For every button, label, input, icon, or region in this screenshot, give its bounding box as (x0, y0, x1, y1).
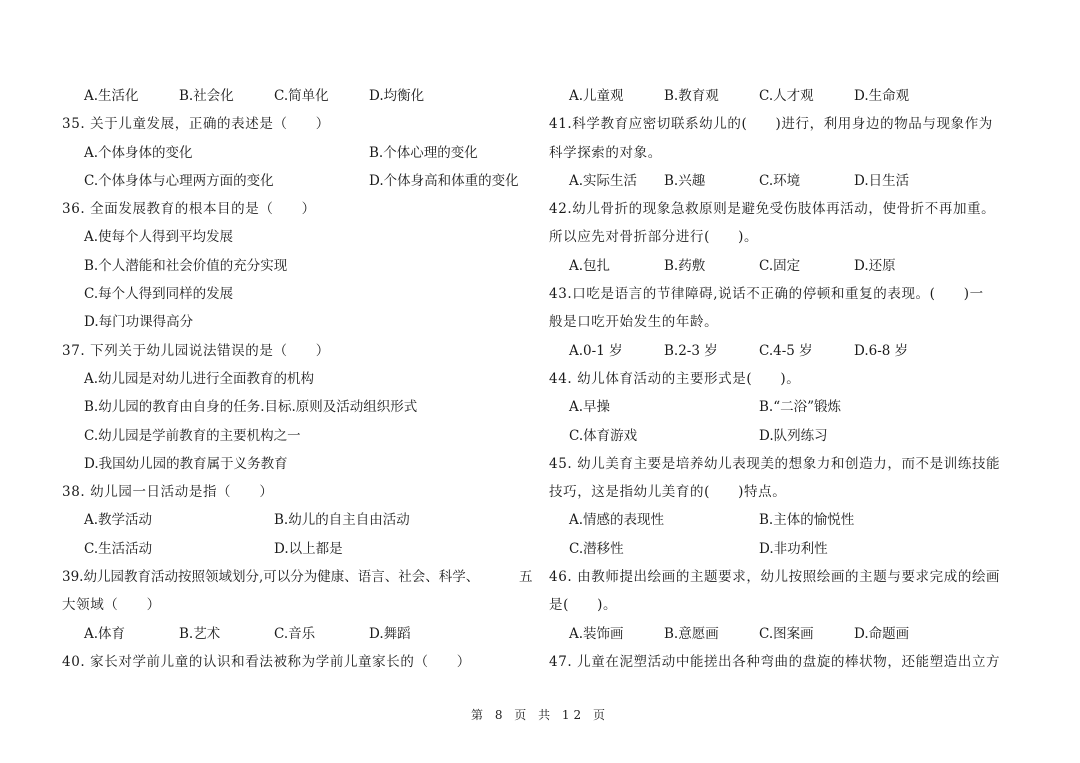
question-45-line1: 45. 幼儿美育主要是培养幼儿表现美的想象力和创造力，而不是训练技能 (549, 455, 1001, 472)
q39-option-b: B.艺术 (179, 625, 221, 642)
question-41-line1: 41.科学教育应密切联系幼儿的( )进行，利用身边的物品与现象作为 (549, 116, 993, 133)
q40-options (549, 82, 1019, 110)
q42-option-d: D.还原 (854, 257, 896, 274)
question-42-line1: 42.幼儿骨折的现象急救原则是避免受伤肢体再活动，使骨折不再加重。 (549, 201, 996, 218)
q45-options-row1 (549, 506, 1019, 534)
question-38: 38. 幼儿园一日活动是指（ ） (62, 484, 274, 501)
question-43-line1: 43.口吃是语言的节律障碍,说话不正确的停顿和重复的表现。( )一 (549, 286, 984, 303)
question-42-line2: 所以应先对骨折部分进行( )。 (549, 229, 759, 246)
q43-option-a: A.0-1 岁 (569, 342, 623, 359)
q36-option-b: B.个人潜能和社会价值的充分实现 (84, 257, 288, 274)
question-43-line2: 般是口吃开始发生的年龄。 (549, 314, 719, 331)
q40-option-b: B.教育观 (664, 88, 719, 104)
question-39-line2: 大领域（ ） (62, 597, 161, 614)
q36-option-c: C.每个人得到同样的发展 (84, 286, 234, 303)
left-column (62, 82, 532, 676)
q46-options (549, 620, 1019, 648)
q34-option-b: B.社会化 (179, 88, 234, 104)
q39-option-c: C.音乐 (274, 625, 316, 642)
q42-option-b: B.药敷 (664, 257, 706, 274)
q45-options-row2 (549, 535, 1019, 563)
q38-option-a: A.教学活动 (84, 512, 153, 529)
q46-option-d: D.命题画 (854, 625, 910, 642)
q35-option-d: D.个体身高和体重的变化 (369, 172, 519, 189)
q40-option-d: D.生命观 (854, 88, 910, 104)
question-39-five: 五 (519, 569, 533, 586)
q44-option-a: A.早操 (569, 399, 611, 416)
q37-option-b: B.幼儿园的教育由自身的任务.目标.原则及活动组织形式 (84, 399, 418, 416)
page-footer: 第 8 页 共 12 页 (471, 708, 609, 722)
q38-option-d: D.以上都是 (274, 540, 343, 557)
q46-option-a: A.装饰画 (569, 625, 624, 642)
q44-options-row2 (549, 422, 1019, 450)
q45-option-d: D.非功利性 (759, 540, 828, 557)
q41-option-a: A.实际生活 (569, 172, 638, 189)
q43-option-c: C.4-5 岁 (759, 342, 813, 359)
q35-option-b: B.个体心理的变化 (369, 144, 478, 161)
q44-option-c: C.体育游戏 (569, 427, 638, 444)
q42-option-a: A.包扎 (569, 257, 611, 274)
question-39-line1 (62, 563, 532, 591)
q43-option-d: D.6-8 岁 (854, 342, 909, 359)
q41-option-c: C.环境 (759, 172, 801, 189)
question-41-line2: 科学探索的对象。 (549, 144, 662, 161)
q43-options (549, 337, 1019, 365)
question-35: 35. 关于儿童发展，正确的表述是（ ） (62, 116, 330, 133)
q45-option-c: C.潜移性 (569, 540, 624, 557)
question-37: 37. 下列关于幼儿园说法错误的是（ ） (62, 342, 330, 359)
question-40: 40. 家长对学前儿童的认识和看法被称为学前儿童家长的（ ） (62, 653, 471, 670)
q35-options-row2 (62, 167, 532, 195)
q44-option-d: D.队列练习 (759, 427, 828, 444)
question-47: 47. 儿童在泥塑活动中能搓出各种弯曲的盘旋的棒状物，还能塑造出立方 (549, 653, 1001, 670)
q34-option-d: D.均衡化 (369, 88, 425, 104)
q35-option-a: A.个体身体的变化 (84, 144, 193, 161)
q36-option-a: A.使每个人得到平均发展 (84, 229, 234, 246)
q43-option-b: B.2-3 岁 (664, 342, 718, 359)
q42-option-c: C.固定 (759, 257, 801, 274)
q39-option-a: A.体育 (84, 625, 126, 642)
q46-option-b: B.意愿画 (664, 625, 719, 642)
q37-option-a: A.幼儿园是对幼儿进行全面教育的机构 (84, 370, 315, 387)
q38-option-b: B.幼儿的自主自由活动 (274, 512, 410, 529)
q37-option-c: C.幼儿园是学前教育的主要机构之一 (84, 427, 301, 444)
q35-option-c: C.个体身体与心理两方面的变化 (84, 172, 274, 189)
question-46-line1: 46. 由教师提出绘画的主题要求，幼儿按照绘画的主题与要求完成的绘画 (549, 569, 1001, 586)
q41-option-b: B.兴趣 (664, 172, 706, 189)
question-46-line2: 是( )。 (549, 597, 618, 614)
question-36: 36. 全面发展教育的根本目的是（ ） (62, 201, 316, 218)
q41-options (549, 167, 1019, 195)
q45-option-b: B.主体的愉悦性 (759, 512, 855, 529)
q42-options (549, 252, 1019, 280)
q34-option-a: A.生活化 (84, 88, 139, 104)
question-44: 44. 幼儿体育活动的主要形式是( )。 (549, 370, 801, 387)
q36-option-d: D.每门功课得高分 (84, 314, 194, 331)
q34-option-c: C.简单化 (274, 88, 329, 104)
q38-option-c: C.生活活动 (84, 540, 153, 557)
q41-option-d: D.日生活 (854, 172, 910, 189)
q44-option-b: B.“二浴”锻炼 (759, 399, 842, 416)
q35-options-row1 (62, 139, 532, 167)
q40-option-a: A.儿童观 (569, 88, 624, 104)
q40-option-c: C.人才观 (759, 88, 814, 104)
right-column (549, 82, 1019, 676)
q39-options (62, 620, 532, 648)
question-39-text: 39.幼儿园教育活动按照领域划分,可以分为健康、语言、社会、科学、 (62, 569, 480, 586)
question-45-line2: 技巧，这是指幼儿美育的( )特点。 (549, 484, 787, 501)
q45-option-a: A.情感的表现性 (569, 512, 665, 529)
q39-option-d: D.舞蹈 (369, 625, 411, 642)
q46-option-c: C.图案画 (759, 625, 814, 642)
q34-options (62, 82, 532, 110)
q38-options-row2 (62, 535, 532, 563)
q44-options-row1 (549, 393, 1019, 421)
q38-options-row1 (62, 506, 532, 534)
q37-option-d: D.我国幼儿园的教育属于义务教育 (84, 455, 288, 472)
